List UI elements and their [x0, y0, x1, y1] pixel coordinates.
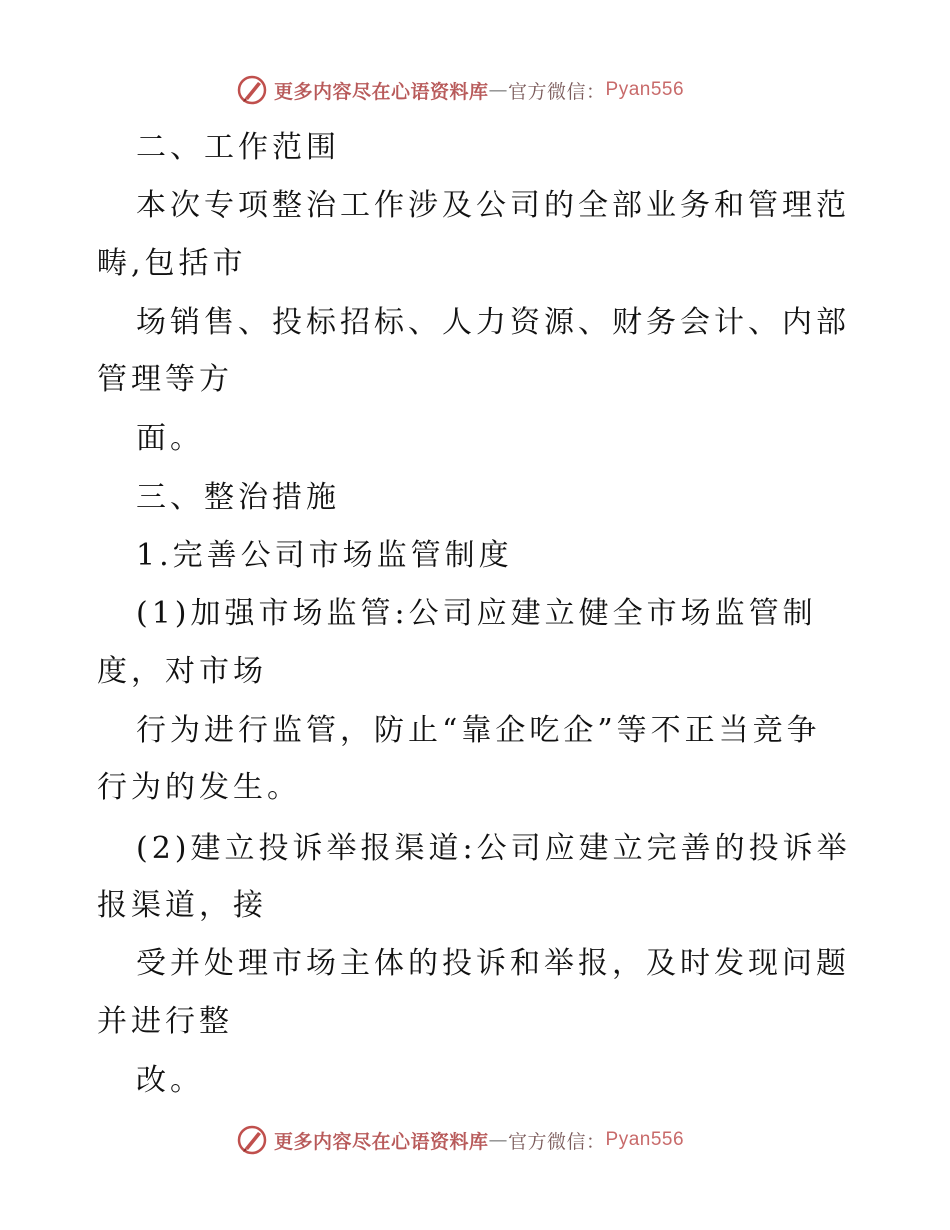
paragraph-line: 本次专项整治工作涉及公司的全部业务和管理范 [136, 188, 850, 223]
paragraph-line: 场销售、投标招标、人力资源、财务会计、内部 [136, 305, 850, 340]
paragraph-line: 行为进行监管，防止“靠企吃企”等不正当竞争 [136, 713, 821, 748]
paragraph-line: 管理等方 [97, 362, 233, 397]
section-heading-measures: 三、整治措施 [136, 480, 340, 515]
paragraph-line: (1)加强市场监管:公司应建立健全市场监管制 [136, 596, 817, 631]
watermark-wechat-label: 官方微信： [508, 1130, 606, 1153]
watermark-main-text: 更多内容尽在心语资料库 [274, 1130, 489, 1153]
paragraph-line: 畴,包括市 [97, 246, 247, 281]
quill-pen-logo-icon [236, 74, 268, 106]
subsection-heading: 1.完善公司市场监管制度 [136, 538, 513, 573]
paragraph-line: 改。 [136, 1063, 204, 1098]
watermark-wechat-label: 官方微信： [508, 80, 606, 103]
paragraph-line: (2)建立投诉举报渠道:公司应建立完善的投诉举 [136, 831, 851, 866]
header-watermark [236, 72, 756, 108]
watermark-main-text: 更多内容尽在心语资料库 [274, 80, 489, 103]
paragraph-line: 面。 [136, 421, 204, 456]
watermark-dash: — [488, 1129, 509, 1151]
paragraph-line: 度，对市场 [97, 654, 267, 689]
paragraph-line: 行为的发生。 [97, 770, 301, 805]
paragraph-line: 并进行整 [97, 1004, 233, 1039]
footer-watermark [236, 1122, 756, 1158]
paragraph-line: 报渠道，接 [97, 888, 267, 923]
watermark-wechat-id: Pyan556 [605, 1129, 685, 1150]
paragraph-line: 受并处理市场主体的投诉和举报，及时发现问题 [136, 946, 850, 981]
watermark-wechat-id: Pyan556 [605, 79, 685, 100]
quill-pen-logo-icon [236, 1124, 268, 1156]
watermark-dash: — [488, 79, 509, 101]
section-heading-scope: 二、工作范围 [136, 130, 340, 165]
